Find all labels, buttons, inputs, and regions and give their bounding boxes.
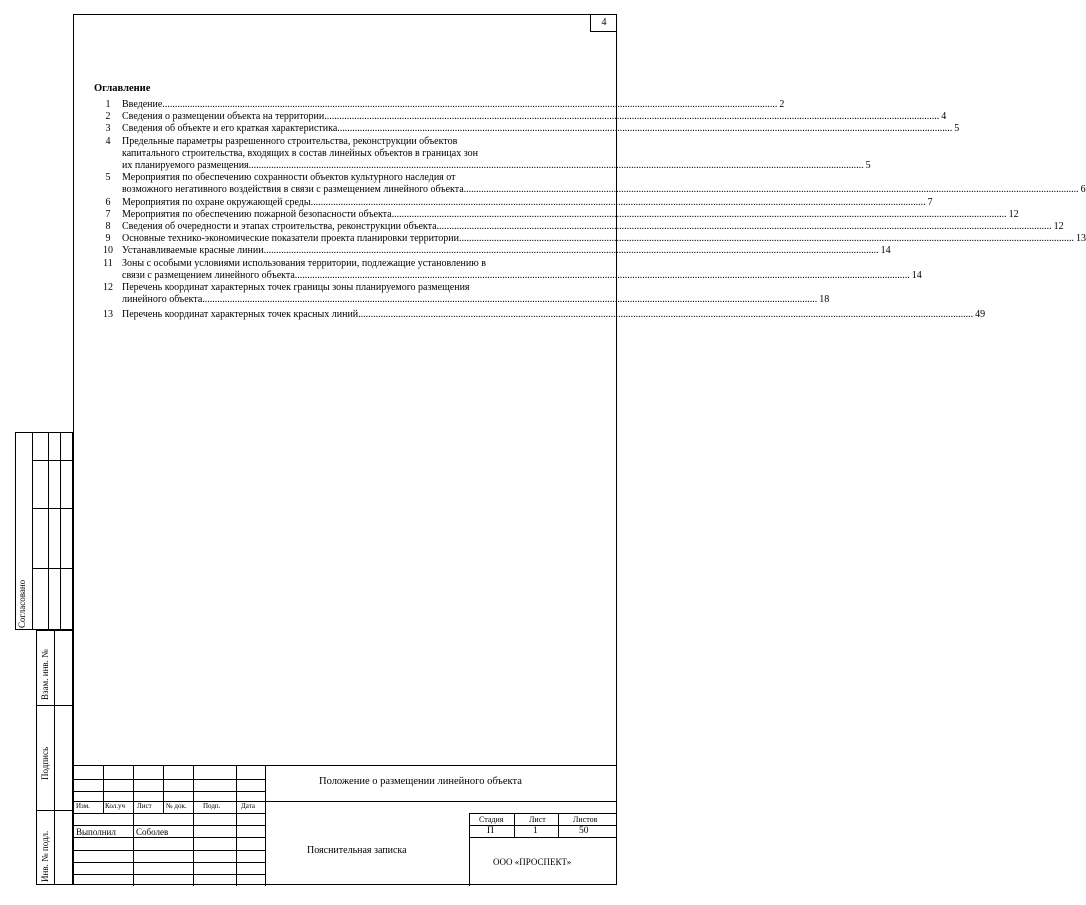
header-kol: Кол.уч [105,802,125,810]
toc-entry-text: Устанавливаемые красные линии [122,245,264,257]
toc-entry [94,282,830,306]
toc-entry [94,257,922,282]
toc-leader-dots [392,209,1007,221]
toc-leader-dots [264,245,879,257]
toc-entry [94,135,871,173]
toc-entry-page: 5 [865,160,871,172]
toc-entry-text: Перечень координат характерных точек границы зоны планируемого размещения [122,282,470,294]
toc-leader-dots [202,294,817,306]
toc-leader-dots [464,184,1079,196]
toc-entry-number: 4 [105,135,111,147]
toc-entry-text: Предельные параметры разрешенного строительства, реконструкции объектов [122,135,458,147]
toc-entry-number: 6 [105,196,111,208]
toc-entry-page: 12 [1053,221,1064,233]
toc-list [94,99,1086,322]
toc-entry-page: 2 [779,99,785,110]
toc-entry-page: 7 [927,196,933,208]
toc-entry-page: 14 [880,245,891,257]
toc-entry-page: 6 [1080,184,1086,196]
toc-entry-page: 12 [1008,208,1019,220]
toc-entry-text: капитального строительства, входящих в состав линейных объектов в границах зон [122,147,478,159]
page-number: 4 [590,14,617,32]
toc-leader-dots [358,309,973,321]
toc-entry [94,221,1064,233]
sheets-value: 50 [579,826,589,836]
toc-entry-page: 49 [975,309,986,321]
toc-entry-page: 4 [941,111,947,123]
toc-title: Оглавление [94,83,151,94]
toc-leader-dots [295,270,910,282]
toc-entry-number: 11 [103,257,113,269]
toc-entry [94,309,986,321]
header-doc: № док. [166,802,187,810]
toc-entry-page: 14 [911,269,922,281]
toc-leader-dots [249,160,864,172]
toc-entry-text: Зоны с особыми условиями использования территории, подлежащие установлению в [122,257,486,269]
toc-entry-text: Сведения об объекте и его краткая характеристика [122,123,338,135]
title-block [73,765,617,886]
toc-entry-text: связи с размещением линейного объекта [122,269,295,281]
toc-entry-text: Введение [122,99,163,110]
header-list: Лист [137,802,152,810]
sheet-label: Лист [529,815,546,824]
toc-entry [94,245,891,257]
header-date: Дата [241,802,255,810]
toc-entry-page: 13 [1075,233,1086,245]
toc-entry-text: Перечень координат характерных точек красных линий [122,309,359,321]
toc-entry-text: Сведения об очередности и этапах строительства, реконструкции объекта [122,221,437,233]
toc-entry-number: 13 [103,309,113,321]
header-sign: Подп. [203,802,221,810]
toc-entry-text: Мероприятия по охране окружающей среды [122,196,311,208]
toc-entry [94,111,947,123]
section-title: Пояснительная записка [307,845,407,856]
toc-entry [94,208,1019,221]
toc-entry-text: возможного негативного воздействия в связи с размещением линейного объекта [122,184,464,196]
toc-entry-number: 7 [105,208,111,220]
toc-entry-text: линейного объекта [122,294,203,306]
header-izm: Изм. [76,802,90,810]
performed-name: Соболев [136,827,169,837]
toc-entry [94,172,1086,196]
toc-entry-text: Мероприятия по обеспечению пожарной безопасности объекта [122,208,392,220]
toc-entry-text: Основные технико-экономические показатели проекта планировки территории [122,233,459,245]
toc-entry [94,233,1086,245]
toc-entry-number: 2 [105,111,111,123]
toc-leader-dots [337,123,952,135]
toc-entry-number: 9 [105,233,111,245]
toc-entry [94,99,785,111]
toc-entry-text: их планируемого размещения [122,160,249,172]
signature-label: Подпись [40,746,50,780]
toc-entry-page: 5 [954,123,960,135]
toc-leader-dots [311,197,926,209]
toc-entry-number: 3 [105,123,111,135]
toc-leader-dots [324,111,939,123]
toc-entry-text: Мероприятия по обеспечению сохранности объектов культурного наследия от [122,172,456,184]
company-name: ООО «ПРОСПЕКТ» [493,857,572,867]
stage-label: Стадия [479,815,504,824]
toc-entry [94,123,960,135]
toc-entry [94,196,933,209]
toc-entry-number: 12 [103,282,113,294]
toc-entry-number: 10 [103,245,113,257]
performed-label: Выполнил [76,827,116,837]
toc-entry-text: Сведения о размещении объекта на территории [122,111,325,123]
toc-entry-page: 18 [819,294,830,306]
inv-swap-label: Взам. инв. № [40,649,50,700]
stage-value: П [487,826,494,836]
toc-entry-number: 8 [105,221,111,233]
toc-leader-dots [437,221,1052,233]
sheet-value: 1 [533,826,538,836]
agreed-label: Согласовано [17,579,27,628]
toc-entry-number: 1 [105,99,111,110]
inv-orig-label: Инв. № подл. [40,830,50,882]
toc-entry-number: 5 [105,172,111,184]
sheets-label: Листов [573,815,598,824]
document-title: Положение о размещении линейного объекта [319,776,522,787]
toc-leader-dots [459,233,1074,245]
toc-leader-dots [162,99,777,111]
